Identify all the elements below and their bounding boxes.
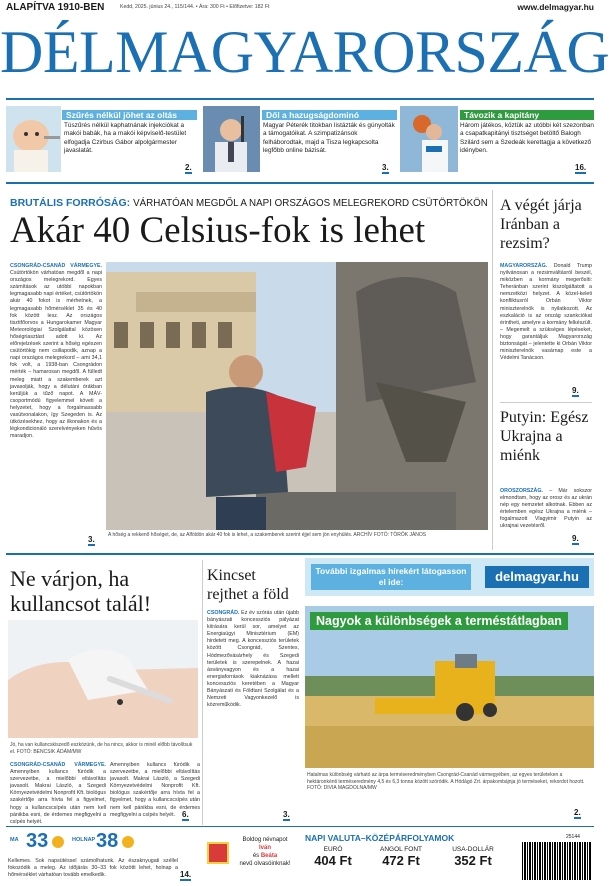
sun-icon <box>122 836 134 848</box>
putin-body: OROSZORSZÁG. – Már sokszor elmondtam, hogy az orosz és az ukrán nép egy nemzetet alkotnak. Ebben az értelemben egész Ukrajna a miénk – fogalmazott Vlagyimir Putyin az ukrajnai vezetésről. <box>500 488 592 530</box>
footer-rule <box>6 826 594 827</box>
lead-page: 3. <box>88 535 95 544</box>
promo-text: További izgalmas hírekért látogasson el ide: <box>311 564 471 590</box>
right-col-divider <box>500 402 592 403</box>
currency-title: NAPI VALUTA–KÖZÉPÁRFOLYAMOK <box>305 833 455 843</box>
teaser-photo <box>203 106 260 172</box>
nameday-name-1: Iván <box>258 845 271 851</box>
teaser-page: 16. <box>575 163 587 172</box>
nameday-name-2: Beáta <box>260 853 278 859</box>
tick-headline[interactable]: Ne várjon, ha kullancsot talál! <box>10 566 152 616</box>
nameday-box <box>205 834 297 882</box>
putin-page: 9. <box>572 534 579 543</box>
weather-tomorrow-label: HOLNAP <box>72 837 96 843</box>
treasure-page: 3. <box>283 810 290 819</box>
gift-icon <box>207 842 229 864</box>
harvest-caption: Hatalmas különbség várható az árpa terméseredményben Csongrád-Csanád vármegyében, az egyes területeken a hektáronkénti terméseredmény 4,5 és 6,3 tonna között szóródik. A Hódágó Zrt. árpakombájnja jó terméseket, rekordot hozott. FOTÓ: DIVIA MAGDOLNA/MW <box>307 772 585 791</box>
weather-box <box>8 832 198 882</box>
harvest-photo <box>305 606 594 768</box>
putin-headline[interactable]: Putyin: Egész Ukrajna a miénk <box>500 409 589 464</box>
masthead-rule <box>6 98 594 100</box>
lead-subhead: VÁRHATÓAN MEGDŐL A NAPI ORSZÁGOS MELEGREKORD CSÜTÖRTÖKÖN <box>133 198 488 209</box>
weather-page: 14. <box>180 870 192 879</box>
lead-kicker: BRUTÁLIS FORRÓSÁG: <box>10 197 131 209</box>
tick-dateline: CSONGRÁD-CSANÁD VÁRMEGYE. <box>10 762 106 768</box>
iran-dateline: MAGYARORSZÁG. <box>500 263 548 269</box>
lead-kicker-line <box>10 197 490 209</box>
teaser-page: 2. <box>185 163 192 172</box>
treasure-dateline: CSONGRÁD. <box>207 610 240 616</box>
teaser-text: Három játékos, köztük az utóbbi két szezonban a csapatkapitányi tisztséget betöltő Balogh Szilárd sem a Szedeák kerettagja a következő idényben. <box>460 122 594 155</box>
tick-photo <box>8 620 198 738</box>
newspaper-title: DÉLMAGYARORSZÁG <box>0 19 609 85</box>
founded-line: ALAPÍTVA 1910-BEN <box>6 2 105 13</box>
lower-rule <box>6 553 594 555</box>
iran-headline[interactable]: A végét járja Iránban a rezsim? <box>500 197 582 252</box>
putin-dateline: OROSZORSZÁG. <box>500 488 543 494</box>
teaser-text: Magyar Péterék titokban listázták és gúnyolták a támogatóikat. A szimpatizánsok felháborodtak, majd a Tisza legkapcsolta legfőbb online bázisát. <box>263 122 395 155</box>
lead-dateline: CSONGRÁD-CSANÁD VÁRMEGYE. <box>10 263 102 269</box>
teaser-title: Szűrés nélkül jöhet az oltás <box>62 110 197 120</box>
teaser-text: Túszűrés nélkül kaphatnának injekciókat a makói babák, ha a makói képviselő-testület elfogadja Czirbus Gábor alpolgármester javaslatát. <box>64 122 187 155</box>
teaser-title: Távozik a kapitány <box>460 110 594 120</box>
currency-rate-euro: EURÓ 404 Ft <box>314 846 352 868</box>
weather-today-label: MA <box>10 837 19 843</box>
nameday-text: Boldog névnapot Iván és Beáta nevű olvasóinknak! <box>233 836 297 868</box>
promo-site: delmagyar.hu <box>485 566 589 588</box>
treasure-body: CSONGRÁD. Ez év szórás után újabb bányászati koncessziós pályázat kiírására kerül sor, amelyet az Energiaügyi Minisztérium (EM) hirdetett meg. A koncessziós területek között Csongrád, Szentes, Hódmezővásárhely és Szegedi területek is szerepelnek. A hazai ásványvagyon és a hazai energiaforrások kiaknázása mellett koncessziós keretében a Magyar Bányászati és Földtani Szolgálat és a Nemzeti Vagyonkezelő is közreműködik. <box>207 610 299 709</box>
treasure-divider <box>202 560 203 825</box>
tick-page: 6. <box>182 810 189 819</box>
barcode <box>522 834 592 880</box>
lead-body: CSONGRÁD-CSANÁD VÁRMEGYE. Csütörtökön várhatóan megdől a napi országos melegrekord. Egyes számítások az utóbbi napokban legmagasabb napi értéket, csütörtökön akár 40 fokot is mérhetnek, a legmagasabb hőmérséklet 35 és 40 fok között lesz. Az országos tisztifőorvos a Hungarokamer Magyar Meteorológiai Szolgálattal közösen hőségriasztást adott ki. Az előrejelzések szerint a hőség egészen csütörtökig nem csillapodik, aznap a napi országos melegrekord – ami 34,1 fok volt, a 1938-ban Csongrádon mérték – hamarosan megdől. A fülledt meleg miatt a szakemberek azt javasolják, hogy a délutáni órákban kerüljük a tűző napot. A MÁV-csoportmódú figyelemmel követi a helyzetet, hogy a forgalmassabb vasútvonalakon, így Szegeden is. Az ütközésekhez, hogy az ilkonakon és a légkondicionáló szerelvényeken hűvös maradjon. <box>10 263 102 440</box>
iran-page: 9. <box>572 386 579 395</box>
lead-headline[interactable]: Akár 40 Celsius-fok is lehet <box>10 210 426 251</box>
website-link[interactable]: www.delmagyar.hu <box>517 2 594 12</box>
tick-body-col2: Amennyiben kullancs fúródik a szervezetbe, a mielőbbi eltávolítás javasolt. Makrai László, a Szegedi Környezetvédelmi Nonprofit Kft. biológus szakértője arra hívta fel a figyelmet, hogy a kullancscsípés után nem kell pánikba esni, de érdemes megfigyelni a csípés helyét. <box>110 762 200 818</box>
teaser-rule <box>6 182 594 184</box>
harvest-page: 2. <box>574 808 581 817</box>
treasure-headline[interactable]: Kincset rejthet a föld <box>207 567 289 603</box>
tick-caption: Jó, ha van kullancskiszedő eszközünk, de ha nincs, akkor is minél előbb távolítsuk el. FOTÓ: BENCSIK ÁDÁM/MW <box>10 742 193 755</box>
teaser-photo <box>6 106 61 172</box>
teaser-photo <box>400 106 458 172</box>
lead-divider <box>492 190 493 550</box>
weather-tomorrow-temp: 38 <box>96 830 119 852</box>
weather-text: Kellemes. Sok napsütéssel számolhatunk. Az északnyugati széllel fokozódik a meleg. Az időjárás 30–33 fok közötti lehet, holnap a hőmérséklet várhatóan tovább emelkedik. <box>8 858 178 879</box>
currency-rate-usd: USA-DOLLÁR 352 Ft <box>452 846 494 868</box>
harvest-headline[interactable]: Nagyok a különbségek a terméstátlagban <box>310 612 568 630</box>
teaser-page: 3. <box>382 163 389 172</box>
sun-icon <box>52 836 64 848</box>
lead-photo <box>106 262 488 530</box>
weather-today-temp: 33 <box>26 830 49 852</box>
tick-body-col1: CSONGRÁD-CSANÁD VÁRMEGYE. Amennyiben kullancs fúródik a szervezetbe, a mielőbbi eltávolítás javasolt. Makrai László, a Szegedi Környezetvédelmi Nonprofit Kft. biológus szakértője arra hívta fel a figyelmet, hogy a kullancscsípés után nem kell pánikba esni, de érdemes megfigyelni a csípés helyét. <box>10 762 106 825</box>
iran-body: MAGYARORSZÁG. Donald Trump nyilvánosan a rezsimváltásról beszél, miközben a kormány megerősíti: Teheránban szerint kiszolgáltatott a nemzetközi helyzet. A közel-keleti konfliktusról Orbán Viktor miniszterelnök is nyilatkozott. Az eszkaláció is az ország szankciókat érintheti, amelyre a kormány felkészült. – Megemelt a szükséges lépéseket, hogy garantáljuk Magyarország biztonságát – jelentette ki Orbán Viktor miniszterelnök vasárnap este a Védelmi Tanácson. <box>500 263 592 362</box>
teaser-title: Dől a hazugságdominó <box>262 110 397 120</box>
issue-line: Kedd, 2025. június 24., 115/144. • Ára: 300 Ft • Előfizetve: 182 Ft <box>120 4 270 10</box>
lead-caption: A hőség a rekkenő hőséget, de, az Alföldön akár 40 fok is lehet, a szakemberek szerint éjjel sem jön enyhülés. ARCHÍV FOTÓ: TÖRÖK JÁNOS <box>108 532 427 538</box>
promo-banner[interactable] <box>305 558 594 596</box>
barcode-number: 25144 <box>566 834 580 840</box>
currency-rate-gbp: ANGOL FONT 472 Ft <box>379 846 422 868</box>
